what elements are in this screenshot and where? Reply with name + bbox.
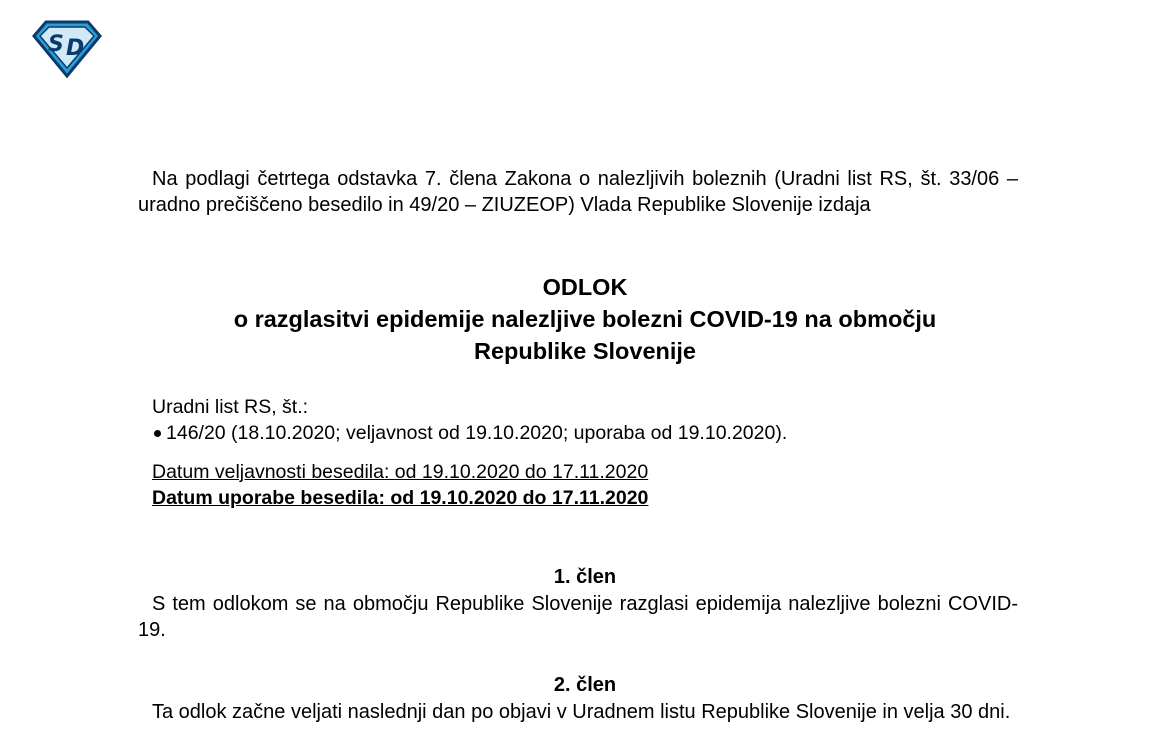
- intro-paragraph: Na podlagi četrtega odstavka 7. člena Zakona o nalezljivih boleznih (Uradni list RS, št. 33/06 – uradno prečiščeno besedilo in 49/20 – ZIUZEOP) Vlada Republike Slovenije izdaja: [138, 168, 1018, 216]
- document-subtitle-line1: o razglasitvi epidemije nalezljive bolezni COVID-19 na območju: [233, 306, 937, 332]
- gazette-label: Uradni list RS, št.:: [152, 396, 309, 418]
- svg-text:S: S: [48, 32, 64, 57]
- gazette-reference: [152, 394, 787, 446]
- article-2-heading: 2. člen: [553, 674, 617, 696]
- validity-date: Datum veljavnosti besedila: od 19.10.2020 do 17.11.2020: [152, 461, 649, 483]
- document-title: ODLOK: [542, 274, 628, 300]
- document-subtitle-line2: Republike Slovenije: [473, 338, 696, 364]
- gazette-entry-text: 146/20 (18.10.2020; veljavnost od 19.10.2020; uporaba od 19.10.2020).: [166, 422, 788, 444]
- validity-dates: [152, 459, 648, 511]
- bullet-icon: [154, 430, 161, 437]
- gazette-entry: [152, 420, 787, 446]
- application-date: Datum uporabe besedila: od 19.10.2020 do 17.11.2020: [152, 487, 649, 509]
- article-1-text: S tem odlokom se na območju Republike Slovenije razglasi epidemija nalezljive bolezni COVID-19.: [138, 593, 1018, 641]
- article-1-heading: 1. člen: [553, 566, 617, 588]
- svg-text:D: D: [66, 36, 85, 61]
- article-2-text: Ta odlok začne veljati naslednji dan po objavi v Uradnem listu Republike Slovenije in velja 30 dni.: [152, 701, 1011, 723]
- sd-logo-icon: [30, 18, 104, 80]
